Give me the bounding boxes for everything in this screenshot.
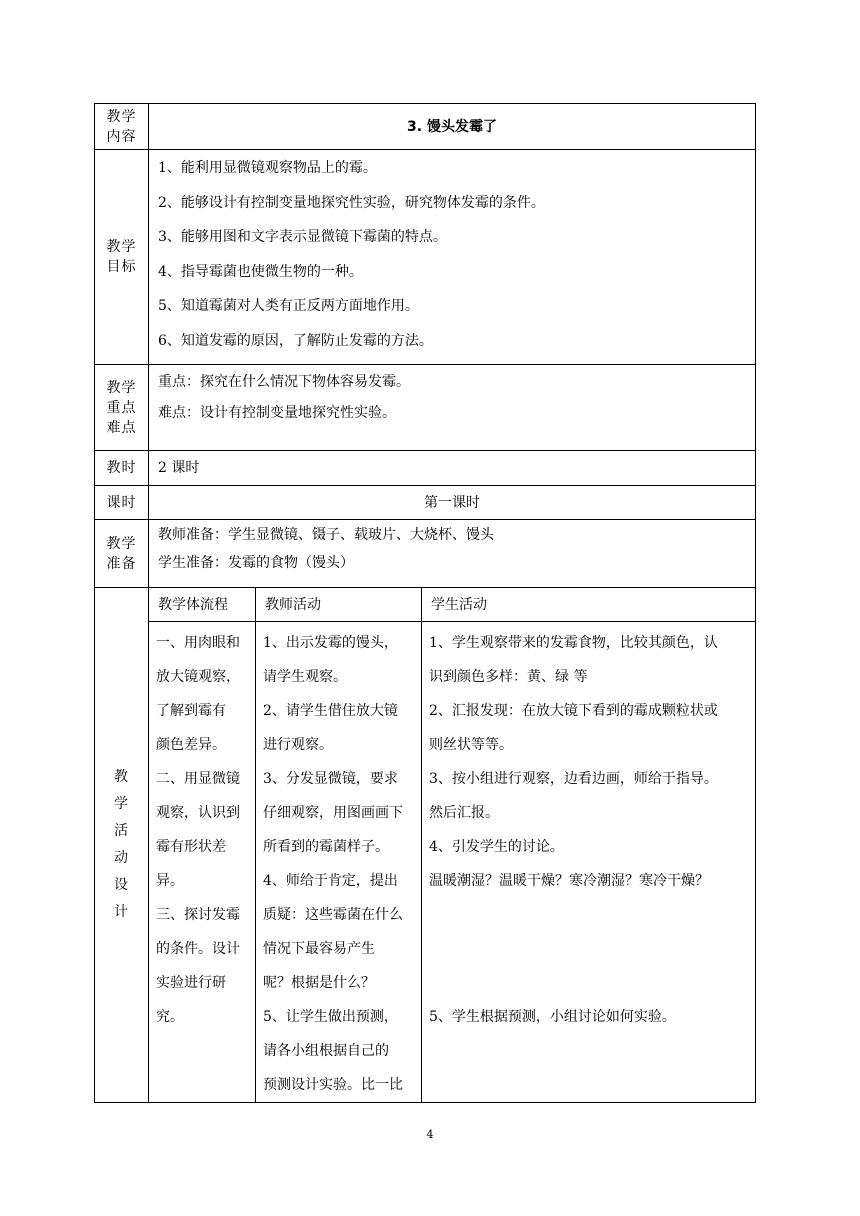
teacher-cell [256,622,422,1103]
teacher-line: 所看到的霉菌样子。 [263,839,389,855]
content-label-line: 教学 [106,108,137,125]
key-points-cell [149,365,756,451]
teacher-line: 1、出示发霉的馒头， [263,635,398,651]
student-line: 则丝状等等。 [429,737,513,753]
design-label-char: 学 [114,796,129,812]
student-line [429,966,750,1000]
teacher-line: 仔细观察，用图画画下 [263,805,403,821]
prep-item: 教师准备：学生显微镜、镊子、载玻片、大烧杯、馒头 [158,527,494,543]
page-number: 4 [426,1128,434,1141]
flow-line: 三、探讨发霉 [156,907,240,923]
key-points-list [149,365,755,433]
prep-label-line: 教学 [106,535,137,552]
teacher-line: 请各小组根据自己的 [263,1043,389,1059]
goal-item: 3、能够用图和文字表示显微镜下霉菌的特点。 [158,229,447,245]
student-line: 然后汇报。 [429,805,499,821]
goals-label-line: 目标 [106,259,137,275]
teacher-line: 预测设计实验。比一比 [263,1077,403,1093]
flow-line: 究。 [156,1009,184,1025]
teacher-line: 情况下最容易产生 [263,941,375,957]
teacher-line: 2、请学生借住放大镜 [263,703,398,719]
student-line [429,898,750,932]
design-label-char: 动 [114,850,129,866]
prep-label [95,520,149,588]
student-cell [422,622,756,1103]
prep-row [95,520,756,588]
flow-list [149,622,255,1034]
flow-line: 霉有形状差 [156,839,226,855]
student-line: 3、按小组进行观察，边看边画，师给于指导。 [429,771,718,787]
goal-item: 5、知道霉菌对人类有正反两方面地作用。 [158,298,419,314]
key-points-label-line: 难点 [106,419,137,436]
period-row [95,486,756,520]
teacher-line: 5、让学生做出预测， [263,1009,398,1025]
student-line: 5、学生根据预测，小组讨论如何实验。 [429,1009,676,1025]
student-line: 2、汇报发现：在放大镜下看到的霉成颗粒状或 [429,703,718,719]
flow-line: 一、用肉眼和 [156,635,240,651]
hours-row [95,451,756,486]
flow-line: 观察，认识到 [156,805,240,821]
period-value: 第一课时 [149,486,756,520]
design-body-row [95,622,756,1103]
teacher-list [256,622,421,1102]
prep-label-line: 准备 [106,555,137,572]
student-line: 1、学生观察带来的发霉食物，比较其颜色，认 [429,635,718,651]
teacher-line: 质疑：这些霉菌在什么 [263,907,403,923]
flow-line: 放大镜观察， [156,669,240,685]
prep-cell [149,520,756,588]
student-line [429,932,750,966]
goals-row [95,150,756,365]
hours-label: 教时 [95,451,149,486]
goals-cell [149,150,756,365]
teacher-line: 3、分发显微镜，要求 [263,771,398,787]
design-header-row [95,588,756,622]
student-line: 温暖潮湿？温暖干燥？寒冷潮湿？寒冷干燥？ [429,873,709,889]
goal-item: 2、能够设计有控制变量地探究性实验，研究物体发霉的条件。 [158,194,545,211]
period-label: 课时 [95,486,149,520]
student-header: 学生活动 [422,588,756,622]
hours-value: 2 课时 [149,451,756,486]
design-label-char: 计 [114,904,129,920]
design-label-char: 活 [114,823,129,839]
key-points-label-line: 教学 [106,379,137,396]
key-points-label [95,365,149,451]
goal-item: 4、指导霉菌也使微生物的一种。 [158,263,363,280]
flow-line: 二、用显微镜 [156,771,240,787]
content-label [95,104,149,150]
teacher-line: 请学生观察。 [263,669,347,685]
goals-label [95,150,149,365]
key-points-row [95,365,756,451]
student-list [422,622,755,1034]
lesson-title: 3. 馒头发霉了 [149,104,756,150]
flow-header: 教学体流程 [149,588,256,622]
key-points-label-line: 重点 [106,399,137,416]
lesson-plan-table [94,103,756,1103]
goal-item: 6、知道发霉的原因，了解防止发霉的方法。 [158,332,433,349]
flow-line: 颜色差异。 [156,737,226,753]
prep-list [149,520,755,580]
flow-line: 异。 [156,873,184,889]
teacher-line: 4、师给于肯定，提出 [263,873,398,889]
design-label-char: 教 [114,769,129,785]
goal-list [149,150,755,364]
design-label-char: 设 [114,877,129,893]
teacher-line: 进行观察。 [263,737,333,753]
goal-item: 1、能利用显微镜观察物品上的霉。 [158,160,377,176]
content-label-line: 内容 [106,128,137,145]
flow-cell [149,622,256,1103]
key-point: 重点：探究在什么情况下物体容易发霉。 [158,374,410,390]
flow-line: 了解到霉有 [156,703,226,719]
student-line: 4、引发学生的讨论。 [429,839,564,855]
key-point: 难点：设计有控制变量地探究性实验。 [158,405,396,421]
teacher-header: 教师活动 [256,588,422,622]
prep-item: 学生准备：发霉的食物（馒头） [158,555,354,571]
design-label [95,588,149,1103]
flow-line: 的条件。设计 [156,941,240,957]
teacher-line: 呢？根据是什么？ [263,975,375,991]
goals-label-line: 教学 [106,239,137,255]
content-row [95,104,756,150]
flow-line: 实验进行研 [156,975,226,991]
student-line: 识到颜色多样：黄、绿 等 [429,669,588,685]
